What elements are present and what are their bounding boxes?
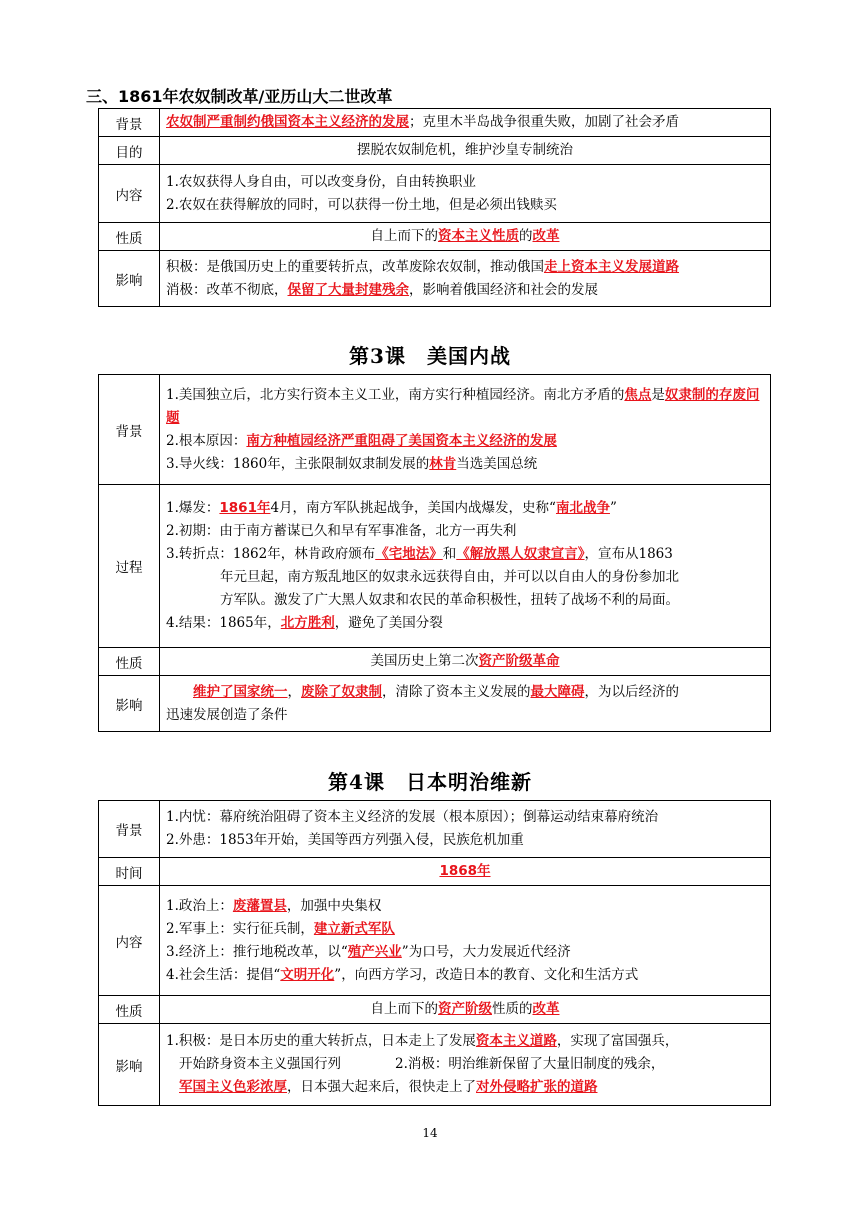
row-label-impact: 影响 (99, 251, 160, 307)
time-cell: 1868年 (160, 858, 771, 886)
row-label-impact: 影响 (99, 1024, 160, 1106)
impact-cell: 1.积极：是日本历史的重大转折点，日本走上了发展资本主义道路，实现了富国强兵， 开始跻身资本主义强国行列 2.消极：明治维新保留了大量旧制度的残余， 军国主义色彩浓厚，日本强大起来后，很快走上了对外侵略扩张的道路 (160, 1024, 771, 1106)
row-label-background: 背景 (99, 109, 160, 137)
page-number: 14 (422, 1126, 438, 1140)
meiji-restoration-table (98, 800, 771, 1106)
background-cell: 1.美国独立后，北方实行资本主义工业，南方实行种植园经济。南北方矛盾的焦点是奴隶制的存废问题 2.根本原因：南方种植园经济严重阻碍了美国资本主义经济的发展 3.导火线：1860年，主张限制奴隶制发展的林肯当选美国总统 (160, 375, 771, 485)
lesson3-title: 第3课 美国内战 (349, 344, 511, 368)
nature-cell: 自上而下的资本主义性质的改革 (160, 223, 771, 251)
row-label-process: 过程 (99, 485, 160, 648)
background-cell: 农奴制严重制约俄国资本主义经济的发展；克里木半岛战争很重失败，加剧了社会矛盾 (160, 109, 771, 137)
content-cell: 1.政治上：废藩置县，加强中央集权 2.军事上：实行征兵制，建立新式军队 3.经济上：推行地税改革，以“殖产兴业”为口号，大力发展近代经济 4.社会生活：提倡“文明开化”，向西方学习，改造日本的教育、文化和生活方式 (160, 886, 771, 996)
row-label-nature: 性质 (99, 223, 160, 251)
row-label-nature: 性质 (99, 648, 160, 676)
civil-war-table (98, 374, 771, 732)
purpose-cell: 摆脱农奴制危机，维护沙皇专制统治 (160, 137, 771, 165)
row-label-time: 时间 (99, 858, 160, 886)
impact-cell: 积极：是俄国历史上的重要转折点，改革废除农奴制，推动俄国走上资本主义发展道路 消极：改革不彻底，保留了大量封建残余，影响着俄国经济和社会的发展 (160, 251, 771, 307)
row-label-content: 内容 (99, 886, 160, 996)
row-label-purpose: 目的 (99, 137, 160, 165)
serf-reform-table (98, 108, 771, 307)
lesson4-title: 第4课 日本明治维新 (328, 770, 532, 794)
section-heading: 三、1861年农奴制改革/亚历山大二世改革 (86, 87, 393, 106)
nature-cell: 美国历史上第二次资产阶级革命 (160, 648, 771, 676)
impact-cell: 维护了国家统一，废除了奴隶制，清除了资本主义发展的最大障碍，为以后经济的 迅速发展创造了条件 (160, 676, 771, 732)
row-label-impact: 影响 (99, 676, 160, 732)
background-cell: 1.内忧：幕府统治阻碍了资本主义经济的发展（根本原因）；倒幕运动结束幕府统治 2.外患：1853年开始，美国等西方列强入侵，民族危机加重 (160, 801, 771, 858)
nature-cell: 自上而下的资产阶级性质的改革 (160, 996, 771, 1024)
content-cell: 1.农奴获得人身自由，可以改变身份，自由转换职业 2.农奴在获得解放的同时，可以获得一份土地，但是必须出钱赎买 (160, 165, 771, 223)
row-label-nature: 性质 (99, 996, 160, 1024)
row-label-content: 内容 (99, 165, 160, 223)
process-cell: 1.爆发：1861年4月，南方军队挑起战争，美国内战爆发，史称“南北战争” 2.初期：由于南方蓄谋已久和早有军事准备，北方一再失利 3.转折点：1862年，林肯政府颁布《宅地法》和《解放黑人奴隶宣言》，宣布从1863 年元旦起，南方叛乱地区的奴隶永远获得自由，并可以以自由人的身份参加北 方军队。激发了广大黑人奴隶和农民的革命积极性，扭转了战场不利的局面。 4.结果：1865年，北方胜利，避免了美国分裂 (160, 485, 771, 648)
row-label-background: 背景 (99, 375, 160, 485)
row-label-background: 背景 (99, 801, 160, 858)
